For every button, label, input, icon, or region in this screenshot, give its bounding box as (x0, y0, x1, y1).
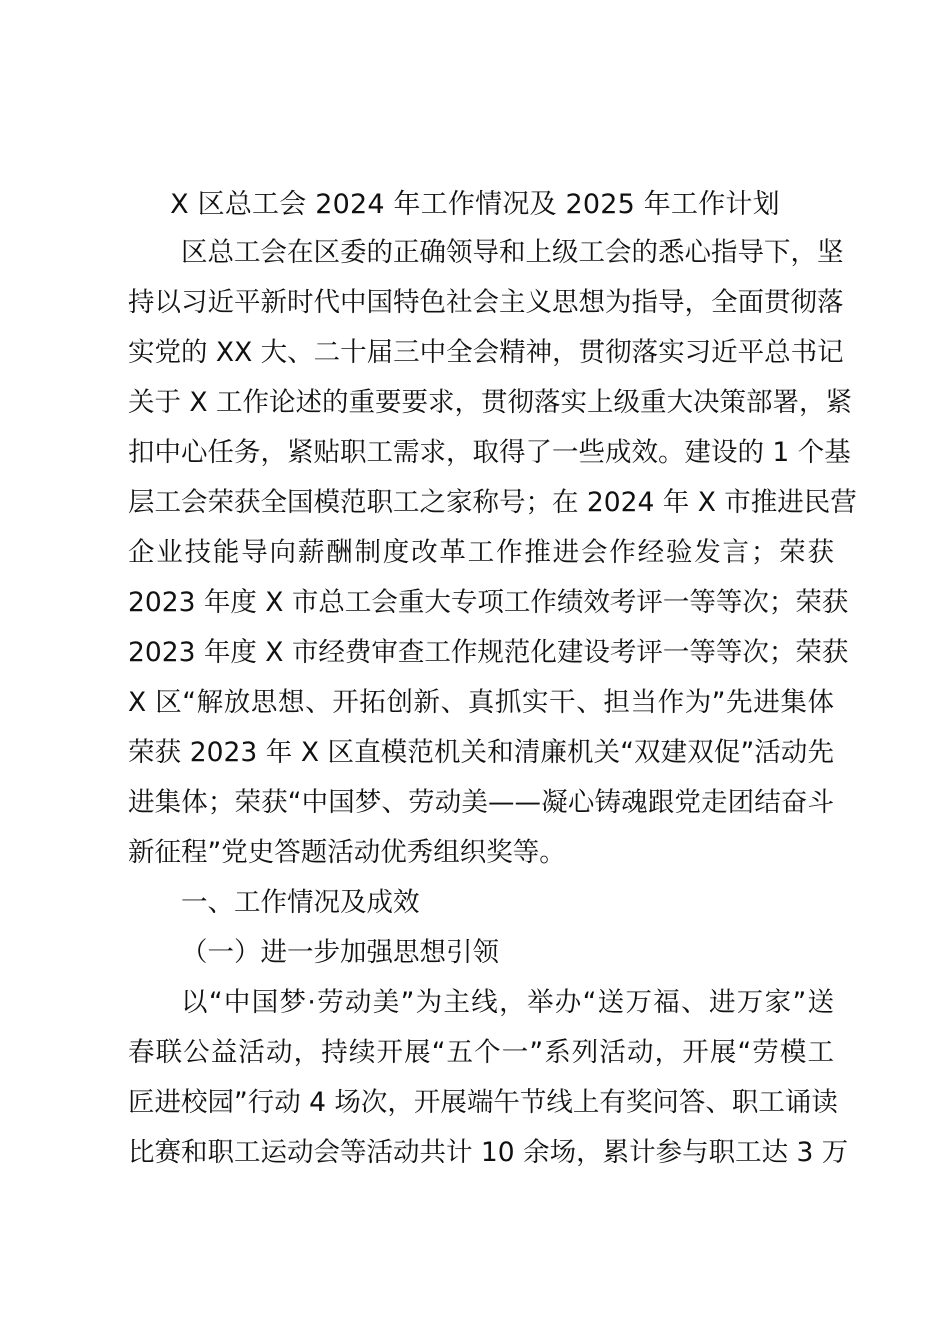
intro-line: 扣中心任务，紧贴职工需求，取得了一些成效。建设的 1 个基 (128, 437, 851, 468)
section-line: 匠进校园”行动 4 场次，开展端午节线上有奖问答、职工诵读 (128, 1087, 838, 1118)
section-heading: 一、工作情况及成效 (181, 887, 420, 918)
section-line: 以“中国梦·劳动美”为主线，举办“送万福、进万家”送 (181, 987, 834, 1018)
intro-line: 企业技能导向薪酬制度改革工作推进会作经验发言；荣获 (128, 537, 834, 568)
intro-line: 区总工会在区委的正确领导和上级工会的悉心指导下，坚 (181, 237, 844, 268)
document-body (128, 228, 857, 1178)
intro-line: 新征程”党史答题活动优秀组织奖等。 (128, 837, 566, 868)
intro-line: 荣获 2023 年 X 区直模范机关和清廉机关“双建双促”活动先 (128, 737, 834, 768)
intro-line: 2023 年度 X 市经费审查工作规范化建设考评一等等次；荣获 (128, 637, 849, 668)
intro-line: 2023 年度 X 市总工会重大专项工作绩效考评一等等次；荣获 (128, 587, 849, 618)
subsection-heading: （一）进一步加强思想引领 (181, 937, 499, 968)
intro-line: 持以习近平新时代中国特色社会主义思想为指导，全面贯彻落 (128, 287, 844, 318)
intro-line: 实党的 XX 大、二十届三中全会精神，贯彻落实习近平总书记 (128, 337, 844, 368)
document-title: X 区总工会 2024 年工作情况及 2025 年工作计划 (170, 189, 780, 220)
intro-line: 层工会荣获全国模范职工之家称号；在 2024 年 X 市推进民营 (128, 487, 857, 518)
section-line: 比赛和职工运动会等活动共计 10 余场，累计参与职工达 3 万 (128, 1137, 849, 1168)
intro-line: 进集体；荣获“中国梦、劳动美——凝心铸魂跟党走团结奋斗 (128, 787, 834, 818)
intro-line: 关于 X 工作论述的重要要求，贯彻落实上级重大决策部署，紧 (128, 387, 853, 418)
section-line: 春联公益活动，持续开展“五个一”系列活动，开展“劳模工 (128, 1037, 834, 1068)
intro-line: X 区“解放思想、开拓创新、真抓实干、担当作为”先进集体 (128, 687, 834, 718)
